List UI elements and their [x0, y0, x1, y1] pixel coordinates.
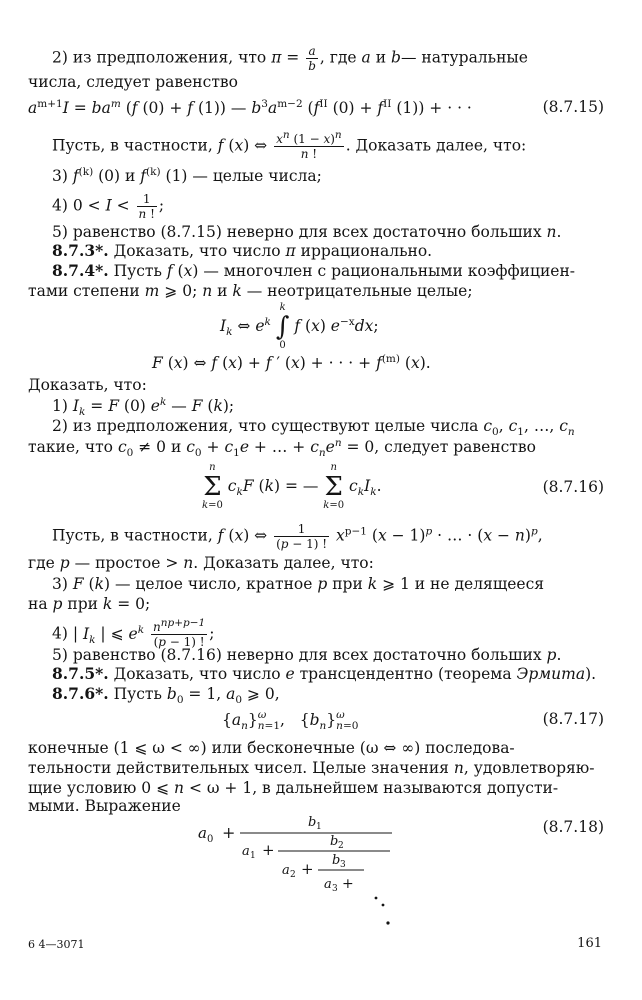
equation: $\{a_n\}\omega$ n=1, $\{b_n\}\omega$ n=0 [222, 709, 359, 733]
text-span: 2) из предположения, что существуют целые числа [52, 417, 479, 435]
text-span: на [28, 595, 48, 613]
text-span: Доказать, что число [113, 665, 281, 683]
text-line: 3) $f^{(k)}$ (0) и $f^{(k)}$ (1) — целые числа; [52, 165, 322, 185]
svg-text:3: 3 [340, 860, 346, 870]
svg-text:+: + [301, 860, 314, 878]
text-line: такие, что $c_0 \ne 0$ и $c_0 + c_1e$ + … + $c_ne^n = 0$, следует равенство [28, 436, 536, 460]
text-line: 4) | $I_k$ | ⩽ $e^k$ $\frac{n^{np+p-1}}{(p - 1) !}$ ; [52, 617, 215, 649]
svg-text:a: a [324, 877, 332, 892]
text-span: 4) [52, 624, 68, 643]
svg-text:0: 0 [207, 834, 214, 845]
text-span: Пусть, в частности, [52, 136, 213, 155]
text-line: мыми. Выражение [28, 797, 181, 815]
equation: $I_k$ ⇔ $e^k$ k ∫ 0 f (x) $e^{-x}dx$; [220, 302, 379, 351]
text-line: 5) равенство (8.7.16) неверно для всех достаточно больших p. [52, 646, 562, 664]
text-span: при [332, 575, 363, 593]
text-span: 5) равенство (8.7.15) неверно для всех достаточно больших [52, 223, 542, 241]
problem-number: 8.7.4*. [52, 261, 109, 280]
svg-text:b: b [332, 853, 341, 868]
equation-tag: (8.7.17) [542, 710, 604, 728]
text-span: иррационально. [300, 242, 433, 260]
text-line: 1) $I_k = F$ (0) $e^k$ — F (k); [52, 395, 235, 419]
text-span: Пусть, в частности, [52, 526, 213, 545]
text-line: Пусть, в частности, f (x) ⇔ $\frac{x^n (1 - x)^n}{n !}$ . Доказать далее, что: [52, 129, 527, 161]
equation-tag: (8.7.16) [542, 478, 604, 496]
text-line: 8.7.4*. Пусть f (x) — многочлен с рациональными коэффициен- [52, 261, 576, 280]
text-span: и не делящееся [414, 575, 545, 593]
page-number: 161 [577, 936, 602, 951]
text-line: тами степени m ⩾ 0; n и k — неотрицательные целые; [28, 282, 473, 300]
text-span: — натуральные [400, 48, 528, 67]
text-span: — неотрицательные целые; [246, 282, 473, 300]
text-span: и [375, 48, 387, 67]
svg-text:b: b [330, 834, 339, 849]
svg-text:+: + [222, 823, 236, 842]
text-span: (0) и [98, 167, 136, 185]
text-line: Доказать, что: [28, 376, 147, 394]
problem-number: 8.7.6*. [52, 684, 109, 703]
text-span: Пусть [113, 685, 162, 703]
text-line: на p при k = 0; [28, 595, 151, 613]
text-span: Доказать, что число [113, 242, 281, 260]
svg-text:a: a [282, 863, 290, 878]
footer-code: 6 4—3071 [28, 938, 85, 951]
text-span: — целое число, кратное [115, 575, 313, 593]
equation: $a^{m+1}I = ba^m$ (f (0) + f (1)) — $b^3a^{m-2}$ ($f^{II}$ $(0) + f^{II}$ (1)) + · · · [28, 97, 472, 117]
text-line: 5) равенство (8.7.15) неверно для всех достаточно больших n. [52, 223, 562, 241]
text-line: 8.7.3*. Доказать, что число π иррационально. [52, 241, 433, 260]
text-span: щие условию 0 ⩽ [28, 779, 170, 797]
text-line: 4) 0 < I < $\frac{1}{n !}$ ; [52, 192, 165, 221]
text-span: 3) [52, 167, 68, 185]
text-span: тами степени [28, 282, 140, 300]
text-line: 8.7.6*. Пусть $b_0 = 1$, $a_0$ ⩾ 0, [52, 684, 280, 707]
text-line: 2) из предположения, что существуют целые числа $c_0$, $c_1$, …, $c_n$ [52, 417, 575, 439]
text-span: 5) равенство (8.7.16) неверно для всех достаточно больших [52, 646, 542, 664]
svg-text:a: a [198, 824, 207, 842]
text-span: < ω + 1, в дальнейшем называются допусти- [188, 779, 559, 797]
problem-number: 8.7.5*. [52, 664, 109, 683]
text-span: — простое [74, 554, 161, 572]
problem-number: 8.7.3*. [52, 241, 109, 260]
svg-text:+: + [342, 876, 354, 892]
text-line: числа, следует равенство [28, 73, 238, 91]
text-span: где [28, 554, 55, 572]
text-line: 8.7.5*. Доказать, что число e трансцендентно (теорема Эрмита). [52, 664, 597, 683]
text-span: Эрмита [516, 665, 586, 683]
equation: n Σ k=0 $c_kF$ (k) = — n Σ k=0 $c_kI_k$. [202, 462, 382, 511]
text-span: . Доказать далее, что: [345, 136, 527, 155]
equation: F (x) ⇔ f (x) + f ′ (x) + · · · + $f^{(m)}$ (x). [152, 352, 431, 372]
svg-text:+: + [262, 841, 275, 859]
continued-fraction [190, 808, 410, 908]
text-line: где p — простое > n. Доказать далее, что: [28, 554, 374, 572]
text-line: 2) из предположения, что π = $\frac{a}{b}$ , где a и b— натуральные [52, 44, 528, 73]
equation-tag: (8.7.15) [542, 98, 604, 116]
equation-tag: (8.7.18) [542, 818, 604, 836]
text-span: 1) [52, 397, 68, 415]
svg-text:2: 2 [290, 870, 296, 880]
text-span: Пусть [113, 262, 162, 280]
text-span: где [329, 48, 357, 67]
text-line: 3) F (k) — целое число, кратное p при k ⩾ 1 и не делящееся [52, 575, 545, 593]
text-span: . Доказать далее, что: [193, 554, 374, 572]
text-span: при [67, 595, 98, 613]
text-span: трансцендентно (теорема [299, 665, 512, 683]
svg-text:2: 2 [338, 841, 344, 851]
text-span: 2) из предположения, что [52, 48, 267, 67]
text-span: (1) — целые числа; [165, 167, 322, 185]
text-span: тельности действительных чисел. Целые значения [28, 759, 449, 777]
svg-text:b: b [308, 815, 317, 830]
text-span: , следует равенство [374, 438, 536, 456]
continuation-dots [378, 900, 398, 930]
text-span: — многочлен с рациональными коэффициен- [203, 262, 576, 280]
svg-text:1: 1 [250, 851, 256, 861]
svg-text:a: a [242, 844, 250, 859]
text-line: Пусть, в частности, f (x) ⇔ $\frac{1}{(p - 1) !}$ $x^{p-1}$ $(x - 1)^p$ · … · $(x - n)^p$, [52, 522, 543, 551]
svg-text:3: 3 [332, 884, 338, 894]
text-line: щие условию 0 ⩽ n < ω + 1, в дальнейшем называются допусти- [28, 779, 559, 797]
text-span: , удовлетворяю- [463, 759, 595, 777]
text-line: тельности действительных чисел. Целые значения n, удовлетворяю- [28, 759, 595, 777]
text-span: 4) [52, 196, 68, 215]
text-line: конечные (1 ⩽ ω < ∞) или бесконечные (ω ⇔ ∞) последова- [28, 739, 515, 757]
text-span: такие, что [28, 438, 114, 456]
svg-text:1: 1 [316, 822, 322, 832]
text-span: 3) [52, 575, 68, 593]
